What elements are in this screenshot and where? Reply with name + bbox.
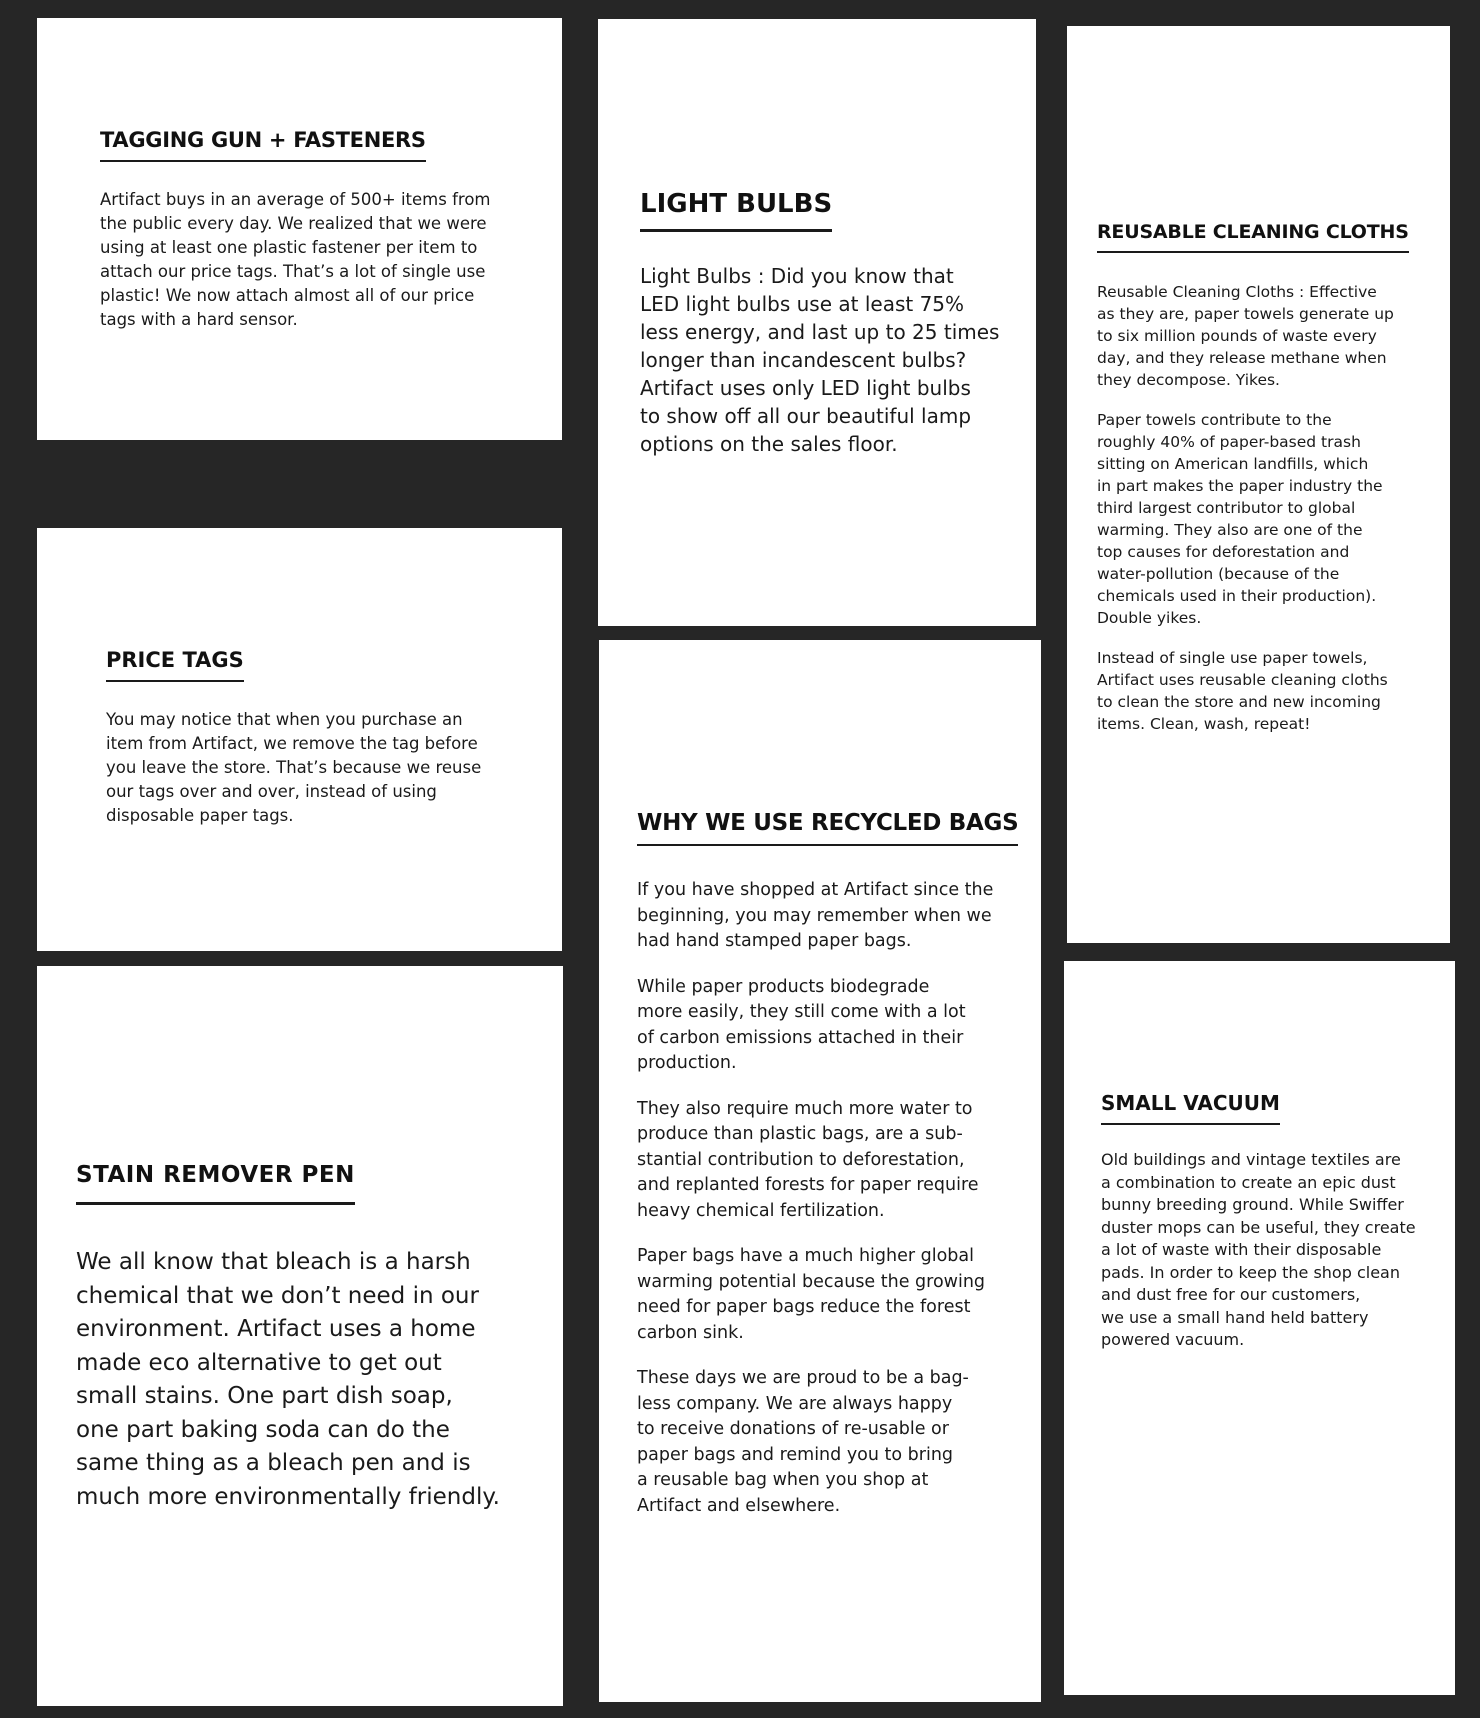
card-body — [637, 878, 1027, 1519]
card-body — [640, 262, 1020, 458]
card-paragraph: Instead of single use paper towels, Artifact uses reusable cleaning cloths to clean the store and new incoming items. Clean, wash, repeat! — [1097, 649, 1388, 733]
card-body — [106, 708, 551, 828]
card-title: SMALL VACUUM — [1101, 1091, 1280, 1125]
card-paragraph: They also require much more water to produce than plastic bags, are a sub- stantial contribution to deforestation, and replanted forests for paper require heavy chemical fertilization. — [637, 1098, 979, 1221]
card-paragraph: Light Bulbs : Did you know that LED light bulbs use at least 75% less energy, and last up to 25 times longer than incandescent bulbs? Artifact uses only LED light bulbs to show off all our beautiful lamp options on the sales floor. — [640, 264, 1000, 456]
card-reusable-cleaning-cloths — [1067, 26, 1450, 943]
card-small-vacuum — [1064, 961, 1455, 1695]
card-stain-remover-pen — [37, 966, 563, 1706]
card-paragraph: Old buildings and vintage textiles are a combination to create an epic dust bunny breeding ground. While Swiffer duster mops can be useful, they create a lot of waste with their disposable pads. In order to keep the shop clean and dust free for our customers, we use a small hand held battery powered vacuum. — [1101, 1150, 1416, 1349]
card-paragraph: Artifact buys in an average of 500+ items from the public every day. We realized that we were using at least one plastic fastener per item to attach our price tags. That’s a lot of single use plastic! We now attach almost all of our price tags with a hard sensor. — [100, 190, 491, 329]
card-paragraph: While paper products biodegrade more easily, they still come with a lot of carbon emissions attached in their production. — [637, 976, 966, 1073]
card-title: LIGHT BULBS — [640, 189, 832, 232]
card-paragraph: We all know that bleach is a harsh chemical that we don’t need in our environment. Artifact uses a home made eco alternative to get out small stains. One part dish soap, one part baking soda can do the same thing as a bleach pen and is much more environmentally friendly. — [76, 1249, 500, 1510]
card-body — [76, 1246, 556, 1514]
card-paragraph: If you have shopped at Artifact since the beginning, you may remember when we had hand stamped paper bags. — [637, 880, 994, 951]
card-recycled-bags — [599, 640, 1041, 1702]
card-title: PRICE TAGS — [106, 648, 244, 682]
card-title: WHY WE USE RECYCLED BAGS — [637, 810, 1018, 846]
card-body — [1101, 1149, 1451, 1352]
card-title: STAIN REMOVER PEN — [76, 1162, 355, 1205]
card-light-bulbs — [598, 19, 1036, 626]
card-paragraph: Paper bags have a much higher global warming potential because the growing need for paper bags reduce the forest carbon sink. — [637, 1246, 986, 1343]
card-paragraph: Paper towels contribute to the roughly 40% of paper-based trash sitting on American landfills, which in part makes the paper industry the third largest contributor to global warming. They also are one of the top causes for deforestation and water-pollution (because of the chemicals used in their production). Double yikes. — [1097, 411, 1383, 627]
card-body — [100, 188, 545, 332]
card-title: REUSABLE CLEANING CLOTHS — [1097, 221, 1409, 253]
card-body — [1097, 281, 1437, 735]
card-paragraph: Reusable Cleaning Cloths : Effective as they are, paper towels generate up to six million pounds of waste every day, and they release methane when they decompose. Yikes. — [1097, 283, 1394, 389]
card-tagging-gun — [37, 18, 562, 440]
card-title: TAGGING GUN + FASTENERS — [100, 128, 426, 162]
card-price-tags — [37, 528, 562, 951]
card-paragraph: You may notice that when you purchase an item from Artifact, we remove the tag before you leave the store. That’s because we reuse our tags over and over, instead of using disposable paper tags. — [106, 710, 482, 825]
card-paragraph: These days we are proud to be a bag- less company. We are always happy to receive donations of re-usable or paper bags and remind you to bring a reusable bag when you shop at Artifact and elsewhere. — [637, 1368, 969, 1516]
